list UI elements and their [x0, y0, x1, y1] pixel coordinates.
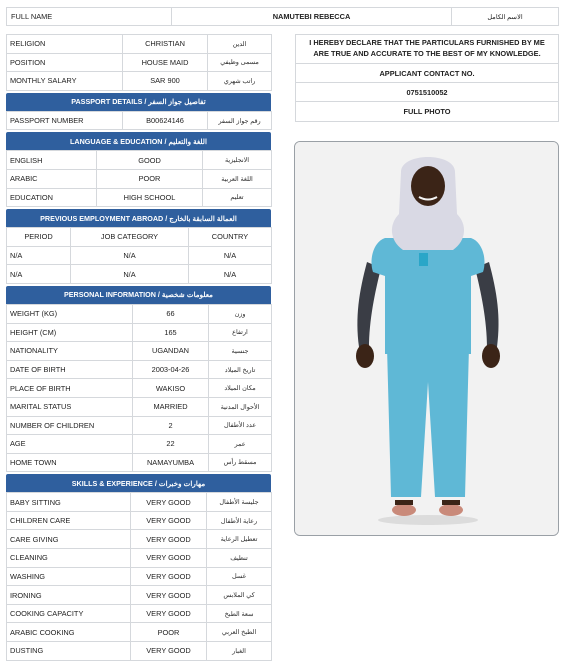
full-name-value: NAMUTEBI REBECCA	[172, 8, 452, 25]
table-row	[7, 35, 272, 54]
row-arabic: الغبار	[207, 642, 272, 661]
employment-table	[6, 227, 272, 284]
row-label: BABY SITTING	[7, 493, 131, 512]
table-row	[7, 435, 272, 454]
row-value: VERY GOOD	[131, 530, 207, 549]
full-name-label: FULL NAME	[7, 8, 172, 25]
table-row	[7, 453, 272, 472]
full-photo-label: FULL PHOTO	[403, 107, 451, 116]
personal-section-header: PERSONAL INFORMATION / معلومات شخصية	[6, 286, 271, 304]
table-row	[7, 360, 272, 379]
table-row	[7, 530, 272, 549]
column-header: JOB CATEGORY	[71, 228, 189, 247]
table-row	[7, 567, 272, 586]
row-label: AGE	[7, 435, 133, 454]
table-row	[7, 586, 272, 605]
passport-section-header: PASSPORT DETAILS / تفاصيل جواز السفر	[6, 93, 271, 111]
table-row	[7, 642, 272, 661]
country-cell: N/A	[189, 246, 272, 265]
row-arabic: كي الملابس	[207, 586, 272, 605]
job-category-cell: N/A	[71, 246, 189, 265]
row-value: 2003-04-26	[133, 360, 209, 379]
row-value: HIGH SCHOOL	[97, 188, 203, 207]
row-label: DATE OF BIRTH	[7, 360, 133, 379]
row-value: VERY GOOD	[131, 604, 207, 623]
row-value: 22	[133, 435, 209, 454]
row-arabic: سعة الطبخ	[207, 604, 272, 623]
row-value: GOOD	[97, 151, 203, 170]
row-arabic: اللغة العربية	[203, 169, 272, 188]
language-section-header: LANGUAGE & EDUCATION / اللغة والتعليم	[6, 132, 271, 150]
row-arabic: جليسة الأطفال	[207, 493, 272, 512]
row-arabic: تعليم	[203, 188, 272, 207]
passport-table	[6, 111, 272, 131]
position-label: POSITION	[7, 53, 123, 72]
row-label: CLEANING	[7, 549, 131, 568]
row-value: NAMAYUMBA	[133, 453, 209, 472]
passport-value: B00624146	[123, 111, 208, 130]
row-value: 165	[133, 323, 209, 342]
column-header: PERIOD	[7, 228, 71, 247]
row-value: 2	[133, 416, 209, 435]
row-value: POOR	[97, 169, 203, 188]
row-label: WASHING	[7, 567, 131, 586]
table-row	[7, 188, 272, 207]
row-arabic: ارتفاع	[209, 323, 272, 342]
job-category-cell: N/A	[71, 265, 189, 284]
applicant-full-photo	[294, 141, 559, 536]
row-arabic: عمر	[209, 435, 272, 454]
row-label: EDUCATION	[7, 188, 97, 207]
row-label: NATIONALITY	[7, 342, 133, 361]
applicant-figure	[295, 142, 559, 536]
row-label: IRONING	[7, 586, 131, 605]
contact-value: 0751510052	[296, 83, 558, 102]
position-value: HOUSE MAID	[123, 53, 208, 72]
period-cell: N/A	[7, 265, 71, 284]
row-value: VERY GOOD	[131, 567, 207, 586]
skills-section-header: SKILLS & EXPERIENCE / مهارات وخبرات	[6, 474, 271, 492]
table-row	[7, 169, 272, 188]
passport-arabic: رقم جواز السفر	[208, 111, 272, 130]
row-arabic: جنسية	[209, 342, 272, 361]
full-name-arabic: الاسم الكامل	[487, 13, 523, 21]
row-arabic: مكان الميلاد	[209, 379, 272, 398]
salary-value: SAR 900	[123, 72, 208, 91]
row-label: HEIGHT (CM)	[7, 323, 133, 342]
table-row	[7, 604, 272, 623]
row-arabic: رعاية الأطفال	[207, 511, 272, 530]
table-row	[7, 72, 272, 91]
row-value: VERY GOOD	[131, 642, 207, 661]
row-arabic: تنظيف	[207, 549, 272, 568]
row-value: VERY GOOD	[131, 511, 207, 530]
contact-label: APPLICANT CONTACT NO.	[296, 64, 558, 83]
row-value: POOR	[131, 623, 207, 642]
row-label: ENGLISH	[7, 151, 97, 170]
row-arabic: تاريخ الميلاد	[209, 360, 272, 379]
personal-table	[6, 304, 272, 472]
row-label: CARE GIVING	[7, 530, 131, 549]
skills-table	[6, 492, 272, 660]
religion-arabic: الدين	[208, 35, 272, 54]
row-arabic: الطبخ العربي	[207, 623, 272, 642]
table-row	[7, 53, 272, 72]
country-cell: N/A	[189, 265, 272, 284]
table-row	[7, 511, 272, 530]
religion-label: RELIGION	[7, 35, 123, 54]
row-value: WAKISO	[133, 379, 209, 398]
position-arabic: مسمى وظيفي	[208, 53, 272, 72]
table-row	[7, 416, 272, 435]
row-label: ARABIC	[7, 169, 97, 188]
table-row	[7, 246, 272, 265]
row-label: PLACE OF BIRTH	[7, 379, 133, 398]
row-arabic: غسل	[207, 567, 272, 586]
row-value: VERY GOOD	[131, 493, 207, 512]
table-row	[7, 304, 272, 323]
table-header-row	[7, 228, 272, 247]
row-value: UGANDAN	[133, 342, 209, 361]
table-row	[7, 549, 272, 568]
table-row	[7, 323, 272, 342]
row-arabic: وزن	[209, 304, 272, 323]
religion-value: CHRISTIAN	[123, 35, 208, 54]
row-arabic: الانجليزية	[203, 151, 272, 170]
row-arabic: مسقط رأس	[209, 453, 272, 472]
table-row	[7, 265, 272, 284]
row-arabic: عدد الأطفال	[209, 416, 272, 435]
row-arabic: تعطيل الرعاية	[207, 530, 272, 549]
row-label: CHILDREN CARE	[7, 511, 131, 530]
row-value: MARRIED	[133, 397, 209, 416]
table-row	[7, 342, 272, 361]
row-arabic: الأحوال المدنية	[209, 397, 272, 416]
row-value: VERY GOOD	[131, 586, 207, 605]
basic-info-table	[6, 34, 272, 91]
row-label: MARITAL STATUS	[7, 397, 133, 416]
column-header: COUNTRY	[189, 228, 272, 247]
declaration-box	[295, 34, 559, 122]
row-label: COOKING CAPACITY	[7, 604, 131, 623]
table-row	[7, 151, 272, 170]
table-row	[7, 397, 272, 416]
full-name-row	[6, 7, 559, 26]
table-row	[7, 111, 272, 130]
row-label: DUSTING	[7, 642, 131, 661]
language-table	[6, 150, 272, 207]
row-value: 66	[133, 304, 209, 323]
details-column	[6, 34, 271, 661]
table-row	[7, 493, 272, 512]
period-cell: N/A	[7, 246, 71, 265]
row-label: ARABIC COOKING	[7, 623, 131, 642]
row-value: VERY GOOD	[131, 549, 207, 568]
salary-arabic: راتب شهري	[208, 72, 272, 91]
table-row	[7, 379, 272, 398]
declaration-text: I HEREBY DECLARE THAT THE PARTICULARS FURNISHED BY ME ARE TRUE AND ACCURATE TO THE BEST OF MY KNOWLEDGE.	[296, 35, 558, 64]
employment-section-header: PREVIOUS EMPLOYMENT ABROAD / العمالة السابقة بالخارج	[6, 209, 271, 227]
row-label: WEIGHT (KG)	[7, 304, 133, 323]
table-row	[7, 623, 272, 642]
row-label: NUMBER OF CHILDREN	[7, 416, 133, 435]
passport-label: PASSPORT NUMBER	[7, 111, 123, 130]
row-label: HOME TOWN	[7, 453, 133, 472]
salary-label: MONTHLY SALARY	[7, 72, 123, 91]
